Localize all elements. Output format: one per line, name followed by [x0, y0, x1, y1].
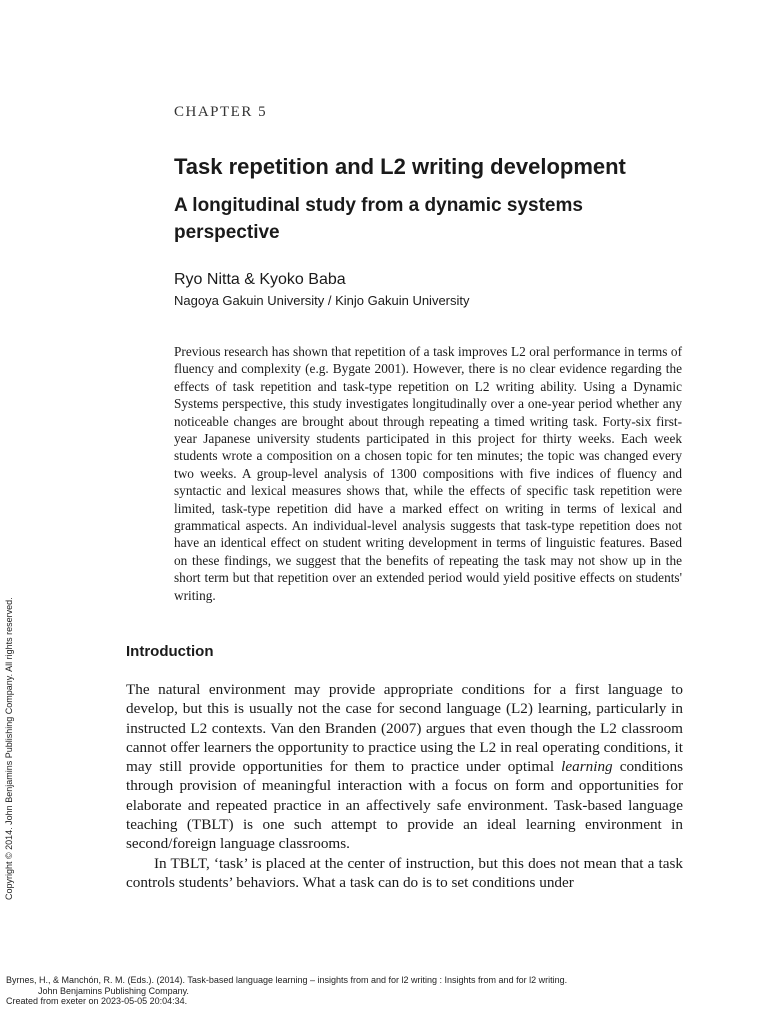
body-text [126, 680, 683, 892]
paragraph-1 [126, 680, 683, 854]
chapter-label: CHAPTER 5 [174, 104, 268, 120]
copyright-notice: Copyright © 2014. John Benjamins Publishing Company. All rights reserved. [4, 597, 14, 900]
chapter-subtitle: A longitudinal study from a dynamic systems perspective [174, 195, 583, 243]
paragraph-1-part-1: The natural environment may provide appropriate conditions for a first language to develop, but this is usually not the case for second language (L2) learning, particularly in instructed L2 contexts. Van den Branden (2007) argues that even though the L2 classroom cannot offer learners the opportunity to practice using the L2 in real operating conditions, it may still provide opportunities for them to practice under optimal [126, 681, 683, 776]
paragraph-2: In TBLT, ‘task’ is placed at the center of instruction, but this does not mean that a task controls students’ behaviors. What a task can do is to set conditions under [126, 854, 683, 891]
abstract: Previous research has shown that repetition of a task improves L2 oral performance in terms of fluency and complexity (e.g. Bygate 2001). However, there is no clear evidence regarding the effects of task repetition and task-type repetition on L2 writing ability. Using a Dynamic Systems perspective, this study investigates longitudinally over a one-year period whether any noticeable changes are brought about through repeating a timed writing task. Forty-six first-year Japanese university students participated in this project for thirty weeks. Each week students wrote a composition on a chosen topic for ten minutes; the topic was changed every two weeks. A group-level analysis of 1300 compositions with five indices of fluency and syntactic and lexical measures shows that, while the effects of specific task repetition were limited, task-type repetition did have a marked effect on writing in terms of lexical and grammatical aspects. An individual-level analysis suggests that task-type repetition does not have an identical effect on student writing development in terms of linguistic features. Based on these findings, we suggest that the benefits of repeating the task may not show up in the short term but that repetition over an extended period would yield positive effects on students' writing. [174, 344, 682, 603]
citation-footer [6, 975, 567, 1007]
section-heading-introduction: Introduction [126, 643, 214, 660]
paragraph-1-part-2: conditions through provision of meaningful interaction with a focus on form and opportunities for elaborate and repeated practice in an affectively safe environment. Task-based language teaching (TBLT) is one such attempt to provide an ideal learning environment in second/foreign language classrooms. [126, 758, 683, 853]
emphasis-learning: learning [561, 758, 613, 776]
chapter-title: Task repetition and L2 writing development [174, 154, 626, 179]
footer-line-3: Created from exeter on 2023-05-05 20:04:34. [6, 996, 188, 1006]
affiliations: Nagoya Gakuin University / Kinjo Gakuin University [174, 293, 470, 308]
footer-line-1: Byrnes, H., & Manchón, R. M. (Eds.). (2014). Task-based language learning – insights from and for l2 writing : Insights from and for l2 writing. [6, 975, 568, 985]
authors: Ryo Nitta & Kyoko Baba [174, 271, 346, 288]
footer-line-2: John Benjamins Publishing Company. [38, 985, 189, 996]
